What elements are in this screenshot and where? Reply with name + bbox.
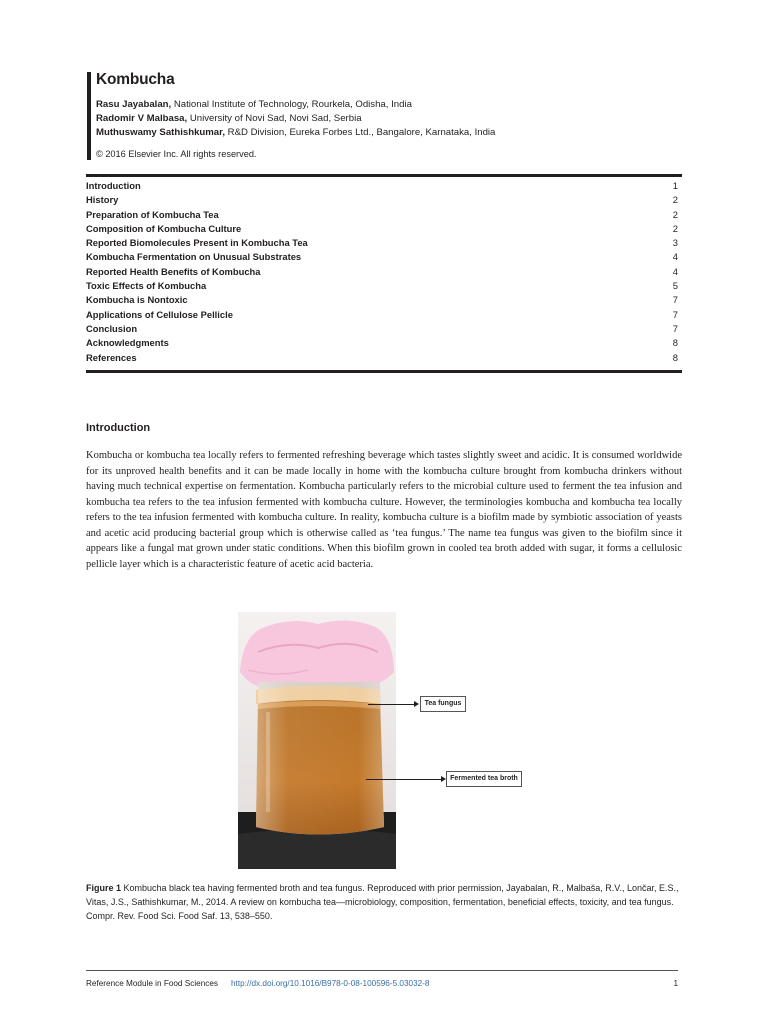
toc-item[interactable] bbox=[86, 236, 678, 250]
toc-item-page: 4 bbox=[672, 265, 678, 277]
copyright-notice: © 2016 Elsevier Inc. All rights reserved. bbox=[96, 149, 257, 159]
toc-item-label[interactable]: Conclusion bbox=[86, 322, 138, 334]
author-affiliation: University of Novi Sad, Novi Sad, Serbia bbox=[187, 113, 362, 125]
broth-label: Fermented tea broth bbox=[446, 771, 522, 787]
tea-fungus-label: Tea fungus bbox=[420, 696, 466, 712]
toc-item-page: 1 bbox=[672, 180, 678, 191]
introduction-paragraph: Kombucha or kombucha tea locally refers to fermented refreshing beverage which tastes slightly sweet and acidic. It is consumed worldwide for its unproved health benefits and it can be made locally in home with the kombucha culture brought from kombucha drinkers without having much technical expertise on fermentation. Kombucha particularly refers to the microbial culture used to ferment the tea infusion and kombucha tea refers to the tea infusion fermented with kombucha culture. However, the terminologies kombucha and kombucha tea locally refers to the tea infusion fermented with kombucha culture. In reality, kombucha culture is a biofilm made by symbiotic association of yeasts and acetic acid producing bacterial group which is otherwise called as ‘tea fungus.’ The name tea fungus was given to the biofilm since it appears like a fungal mat grown under static conditions. When this biofilm grown in cooled tea broth added with sugar, it forms a cellulosic pellicle layer which is a characteristic feature of acetic acid bacteria. bbox=[86, 450, 682, 570]
tea-fungus-arrowhead bbox=[414, 701, 419, 707]
toc-item-page: 7 bbox=[672, 322, 678, 334]
toc-item[interactable] bbox=[86, 250, 678, 264]
toc-item-label[interactable]: Composition of Kombucha Culture bbox=[86, 222, 242, 234]
toc-item-label[interactable]: Reported Biomolecules Present in Kombucha Tea bbox=[86, 237, 308, 249]
toc-item[interactable] bbox=[86, 336, 678, 350]
toc-item-page: 8 bbox=[672, 351, 678, 363]
toc-item[interactable] bbox=[86, 208, 678, 222]
author-affiliation: R&D Division, Eureka Forbes Ltd., Bangalore, Karnataka, India bbox=[225, 127, 496, 139]
author-affiliation: National Institute of Technology, Rourkela, Odisha, India bbox=[171, 99, 412, 110]
toc-item-page: 7 bbox=[672, 294, 678, 306]
author-name: Rasu Jayabalan, bbox=[96, 99, 172, 110]
author-name: Radomir V Malbasa, bbox=[96, 113, 188, 125]
toc-item[interactable] bbox=[86, 265, 678, 279]
tea-fungus-pointer bbox=[368, 704, 415, 705]
broth-pointer bbox=[366, 779, 442, 780]
toc-item-page: 8 bbox=[672, 337, 678, 349]
toc-item-label[interactable]: Applications of Cellulose Pellicle bbox=[86, 308, 233, 320]
toc-item[interactable] bbox=[86, 279, 678, 293]
toc-item-page: 2 bbox=[672, 194, 678, 206]
toc-item-page: 5 bbox=[672, 280, 678, 292]
toc-item[interactable] bbox=[86, 179, 678, 193]
toc-item[interactable] bbox=[86, 222, 678, 236]
kombucha-jar-photo bbox=[238, 612, 396, 869]
toc-item-label[interactable]: Preparation of Kombucha Tea bbox=[86, 208, 219, 220]
toc-item-label[interactable]: Toxic Effects of Kombucha bbox=[86, 280, 207, 292]
author-list bbox=[96, 98, 495, 141]
author-line bbox=[96, 126, 495, 140]
toc-item-label[interactable]: Reported Health Benefits of Kombucha bbox=[86, 265, 261, 277]
toc-item[interactable] bbox=[86, 322, 678, 336]
toc-item[interactable] bbox=[86, 351, 678, 365]
doi-link[interactable]: http://dx.doi.org/10.1016/B978-0-08-100596-5.03032-8 bbox=[231, 979, 430, 988]
toc-item-label[interactable]: Introduction bbox=[86, 180, 141, 191]
toc-item-page: 2 bbox=[672, 208, 678, 220]
figure-caption-text: Kombucha black tea having fermented broth and tea fungus. Reproduced with prior permission, Jayabalan, R., Malbaša, R.V., Lončar, E.S., Vitas, J.S., Sathishkumar, M., 2014. A review on kombucha tea—microbiology, composition, fermentation, beneficial effects, toxicity, and tea fungus. Compr. Rev. Food Sci. Food Saf. 13, 538–550. bbox=[86, 883, 679, 922]
author-name: Muthuswamy Sathishkumar, bbox=[96, 127, 226, 139]
toc-item[interactable] bbox=[86, 308, 678, 322]
toc-item-page: 2 bbox=[672, 222, 678, 234]
toc-bottom-rule bbox=[86, 370, 682, 373]
toc-item-label[interactable]: References bbox=[86, 351, 137, 363]
toc-item-label[interactable]: Kombucha Fermentation on Unusual Substrates bbox=[86, 251, 302, 263]
page-number: 1 bbox=[673, 979, 678, 988]
title-accent-bar bbox=[87, 72, 91, 160]
toc-item-label[interactable]: History bbox=[86, 194, 119, 206]
table-of-contents bbox=[86, 179, 678, 365]
toc-item[interactable] bbox=[86, 193, 678, 207]
toc-item-label[interactable]: Acknowledgments bbox=[86, 337, 169, 349]
footer-rule bbox=[86, 970, 678, 971]
article-title: Kombucha bbox=[96, 71, 175, 88]
section-heading-introduction: Introduction bbox=[86, 422, 151, 434]
toc-item-page: 3 bbox=[672, 237, 678, 249]
footer-source: Reference Module in Food Sciences bbox=[86, 979, 218, 988]
toc-item-page: 4 bbox=[672, 251, 678, 263]
toc-item[interactable] bbox=[86, 293, 678, 307]
toc-item-label[interactable]: Kombucha is Nontoxic bbox=[86, 294, 188, 306]
figure-caption bbox=[86, 881, 682, 924]
figure-label: Figure 1 bbox=[86, 883, 122, 893]
author-line bbox=[96, 112, 495, 126]
toc-item-page: 7 bbox=[672, 308, 678, 320]
author-line bbox=[96, 98, 495, 112]
toc-top-rule bbox=[86, 174, 682, 177]
